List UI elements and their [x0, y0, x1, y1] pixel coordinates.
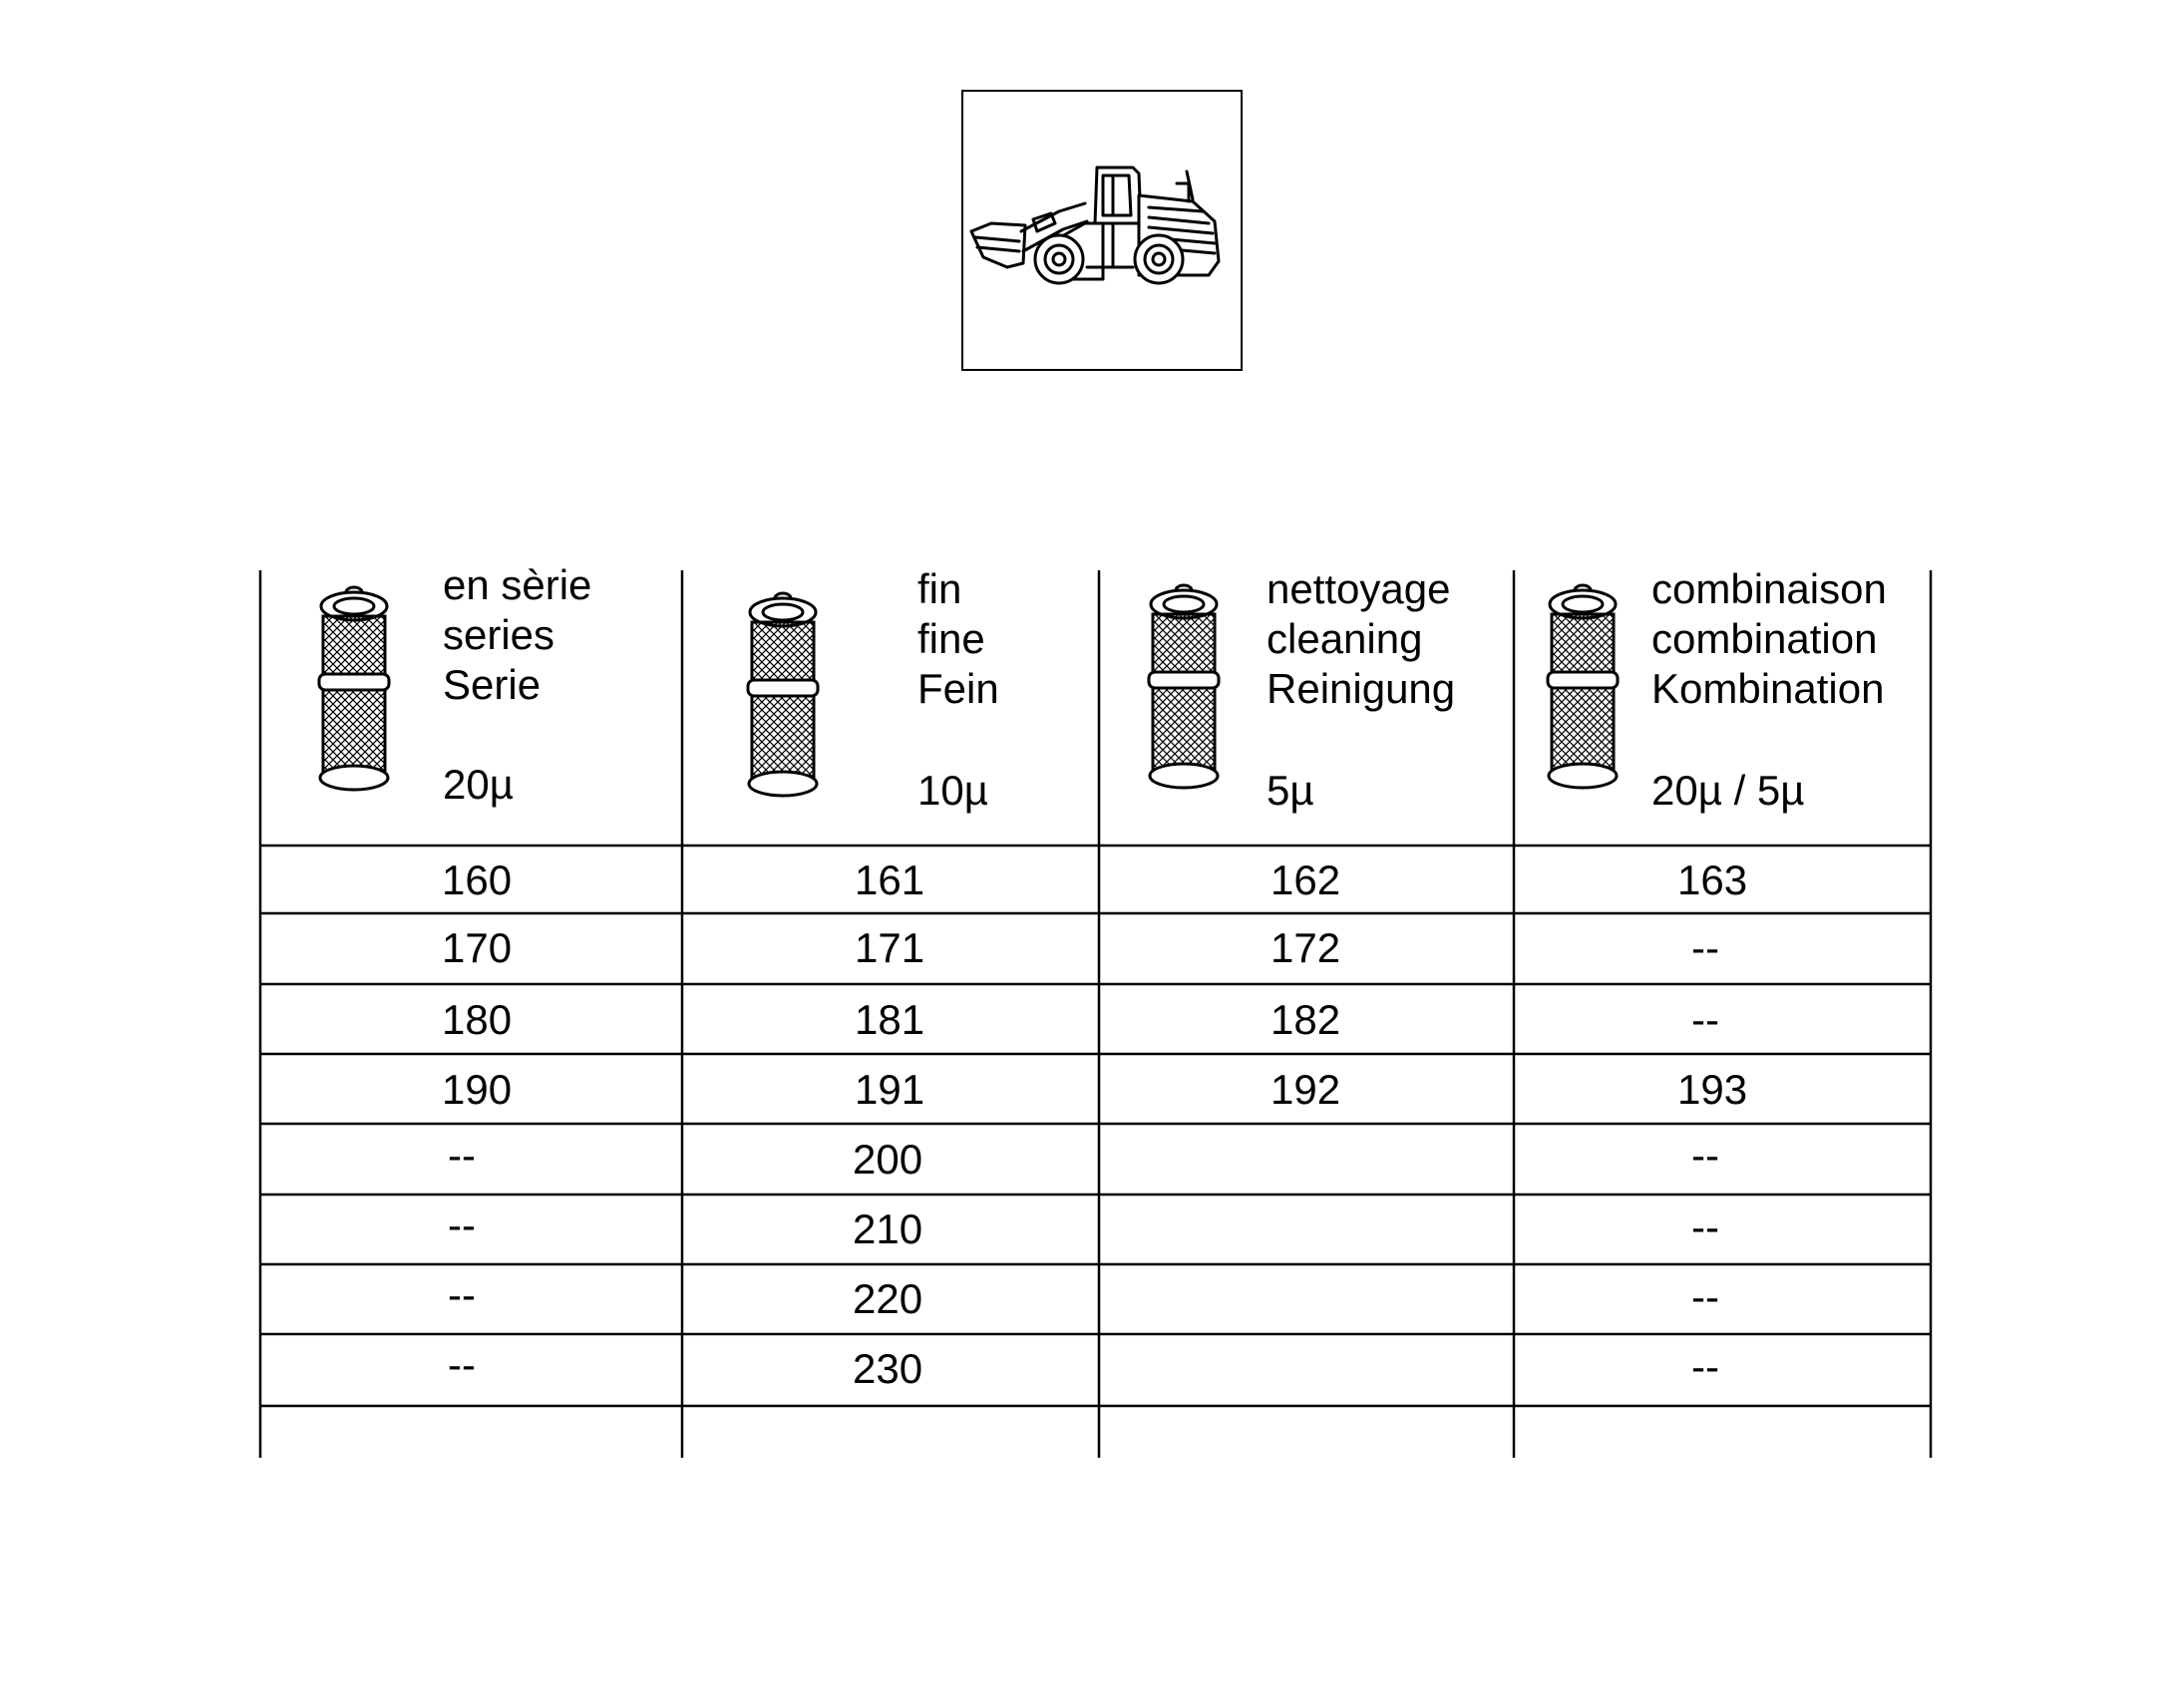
- column-header-cleaning: [1267, 564, 1455, 714]
- header-micron-fine: 10µ: [917, 767, 988, 814]
- column-header-series: [443, 560, 591, 710]
- table-cell: --: [448, 1271, 476, 1318]
- table-cell: 210: [853, 1205, 923, 1252]
- table-cell: 191: [855, 1066, 925, 1113]
- table-cell: 182: [1271, 996, 1341, 1043]
- table-cell: 161: [855, 856, 925, 903]
- table-cell: --: [1691, 996, 1719, 1043]
- table-cell: --: [1691, 1132, 1719, 1179]
- header-label-fr: nettoyage: [1267, 565, 1451, 612]
- table-cell: 192: [1271, 1066, 1341, 1113]
- table-cell: --: [1691, 1273, 1719, 1320]
- table-cell: 200: [853, 1136, 923, 1183]
- table-cell: --: [1691, 1203, 1719, 1250]
- column-header-fine: [917, 564, 999, 714]
- header-micron-combination: 20µ / 5µ: [1651, 767, 1805, 814]
- filter-cartridge-icon: [1546, 574, 1620, 792]
- header-micron-cleaning: 5µ: [1267, 767, 1314, 814]
- table-cell: --: [1691, 1343, 1719, 1390]
- table-cell: 160: [442, 856, 513, 903]
- table-cell: --: [448, 1341, 476, 1388]
- table-cell: 190: [442, 1066, 513, 1113]
- table-cell: 162: [1271, 856, 1341, 903]
- table-cell: 163: [1677, 856, 1748, 903]
- table-cell: 193: [1677, 1066, 1748, 1113]
- header-label-en: fine: [917, 615, 985, 662]
- table-cell: 230: [853, 1345, 923, 1392]
- column-header-combination: [1651, 564, 1887, 714]
- filter-cartridge-icon: [1147, 574, 1221, 792]
- table-cell: 170: [442, 924, 513, 971]
- wheel-loader-figure: [961, 90, 1243, 371]
- header-label-de: Fein: [917, 665, 999, 712]
- header-label-de: Kombination: [1651, 665, 1885, 712]
- header-label-de: Reinigung: [1267, 665, 1456, 712]
- table-cell: 220: [853, 1275, 923, 1322]
- header-micron-series: 20µ: [443, 761, 514, 808]
- wheel-loader-icon: [963, 92, 1241, 369]
- table-cell: 171: [855, 924, 925, 971]
- header-label-fr: fin: [917, 565, 962, 612]
- table-cell: 180: [442, 996, 513, 1043]
- table-cell: --: [448, 1201, 476, 1248]
- filter-cartridge-icon: [317, 576, 391, 794]
- header-label-fr: en sèrie: [443, 561, 592, 608]
- header-label-fr: combinaison: [1651, 565, 1887, 612]
- table-cell: 181: [855, 996, 925, 1043]
- header-label-de: Serie: [443, 661, 542, 708]
- header-label-en: series: [443, 611, 555, 658]
- filter-cartridge-icon: [746, 582, 820, 800]
- table-cell: 172: [1271, 924, 1341, 971]
- header-label-en: cleaning: [1267, 615, 1423, 662]
- header-label-en: combination: [1651, 615, 1878, 662]
- table-cell: --: [448, 1132, 476, 1179]
- table-cell: --: [1691, 924, 1719, 971]
